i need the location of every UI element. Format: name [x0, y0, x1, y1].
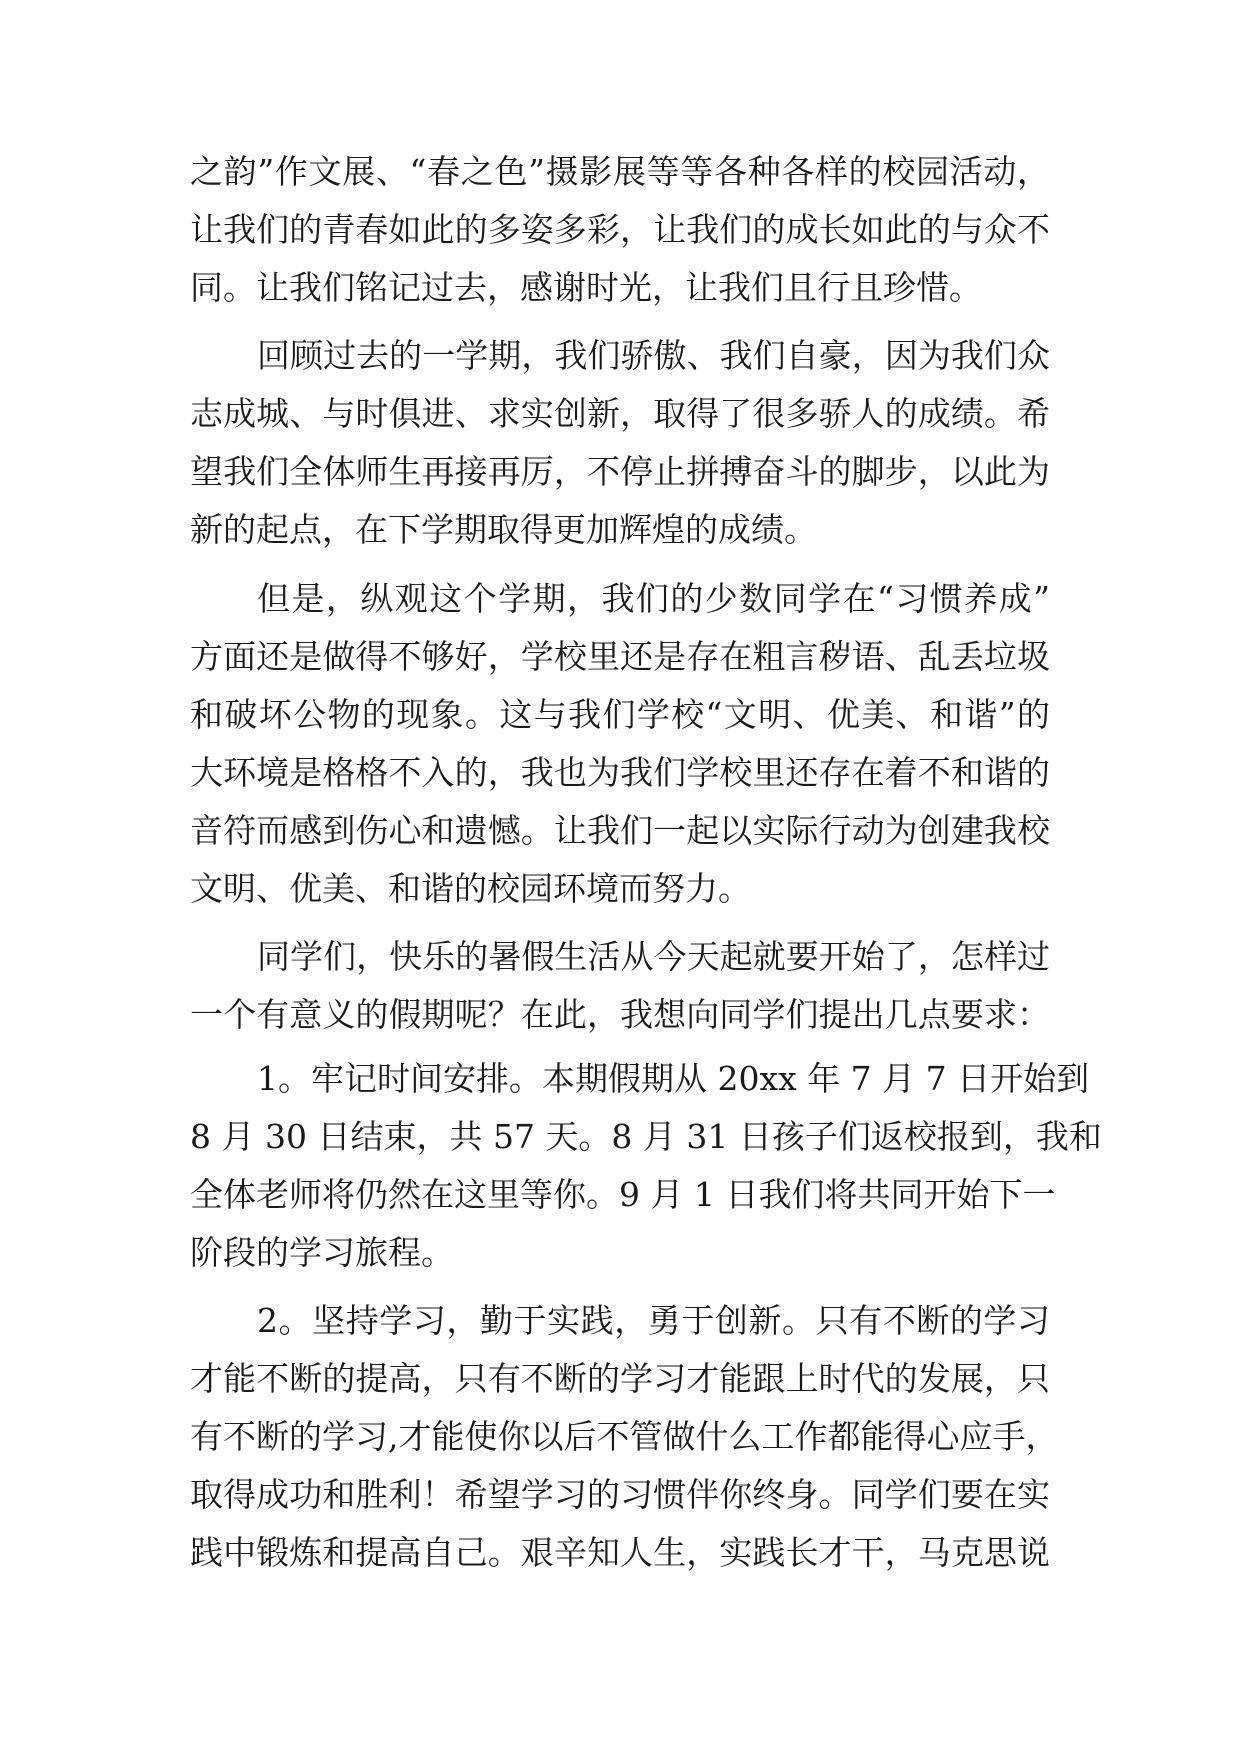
text-line: 一个有意义的假期呢？在此，我想向同学们提出几点要求：	[190, 995, 1050, 1034]
text-line: 取得成功和胜利！希望学习的习惯伴你终身。同学们要在实	[190, 1475, 1050, 1514]
text-line: 阶段的学习旅程。	[190, 1233, 454, 1272]
text-line: 才能不断的提高，只有不断的学习才能跟上时代的发展，只	[190, 1359, 1050, 1398]
text-line: 8 月 30 日结束，共 57 天。8 月 31 日孩子们返校报到，我和	[190, 1117, 1102, 1156]
text-line: 回顾过去的一学期，我们骄傲、我们自豪，因为我们众	[257, 336, 1050, 375]
text-line: 望我们全体师生再接再厉，不停止拼搏奋斗的脚步，以此为	[190, 452, 1050, 491]
text-line: 志成城、与时俱进、求实创新，取得了很多骄人的成绩。希	[190, 394, 1050, 433]
text-line: 方面还是做得不够好，学校里还是存在粗言秽语、乱丢垃圾	[190, 637, 1050, 676]
text-line: 同。让我们铭记过去，感谢时光，让我们且行且珍惜。	[190, 268, 982, 307]
text-line: 践中锻炼和提高自己。艰辛知人生，实践长才干，马克思说	[190, 1533, 1050, 1572]
text-line: 但是，纵观这个学期，我们的少数同学在“习惯养成”	[257, 579, 1050, 618]
text-line: 1。牢记时间安排。本期假期从 20xx 年 7 月 7 日开始到	[257, 1059, 1090, 1098]
text-line: 同学们，快乐的暑假生活从今天起就要开始了，怎样过	[257, 937, 1050, 976]
text-line: 2。坚持学习，勤于实践，勇于创新。只有不断的学习	[257, 1301, 1050, 1340]
text-line: 有不断的学习,才能使你以后不管做什么工作都能得心应手，	[190, 1417, 1059, 1456]
text-line: 全体老师将仍然在这里等你。9 月 1 日我们将共同开始下一	[190, 1175, 1056, 1214]
text-line: 大环境是格格不入的，我也为我们学校里还存在着不和谐的	[190, 753, 1050, 792]
text-line: 新的起点，在下学期取得更加辉煌的成绩。	[190, 510, 817, 549]
text-line: 让我们的青春如此的多姿多彩，让我们的成长如此的与众不	[190, 210, 1050, 249]
text-line: 文明、优美、和谐的校园环境而努力。	[190, 869, 751, 908]
text-line: 音符而感到伤心和遗憾。让我们一起以实际行动为创建我校	[190, 811, 1050, 850]
text-line: 之韵”作文展、“春之色”摄影展等等各种各样的校园活动，	[190, 152, 1050, 191]
text-line: 和破坏公物的现象。这与我们学校“文明、优美、和谐”的	[190, 695, 1050, 734]
